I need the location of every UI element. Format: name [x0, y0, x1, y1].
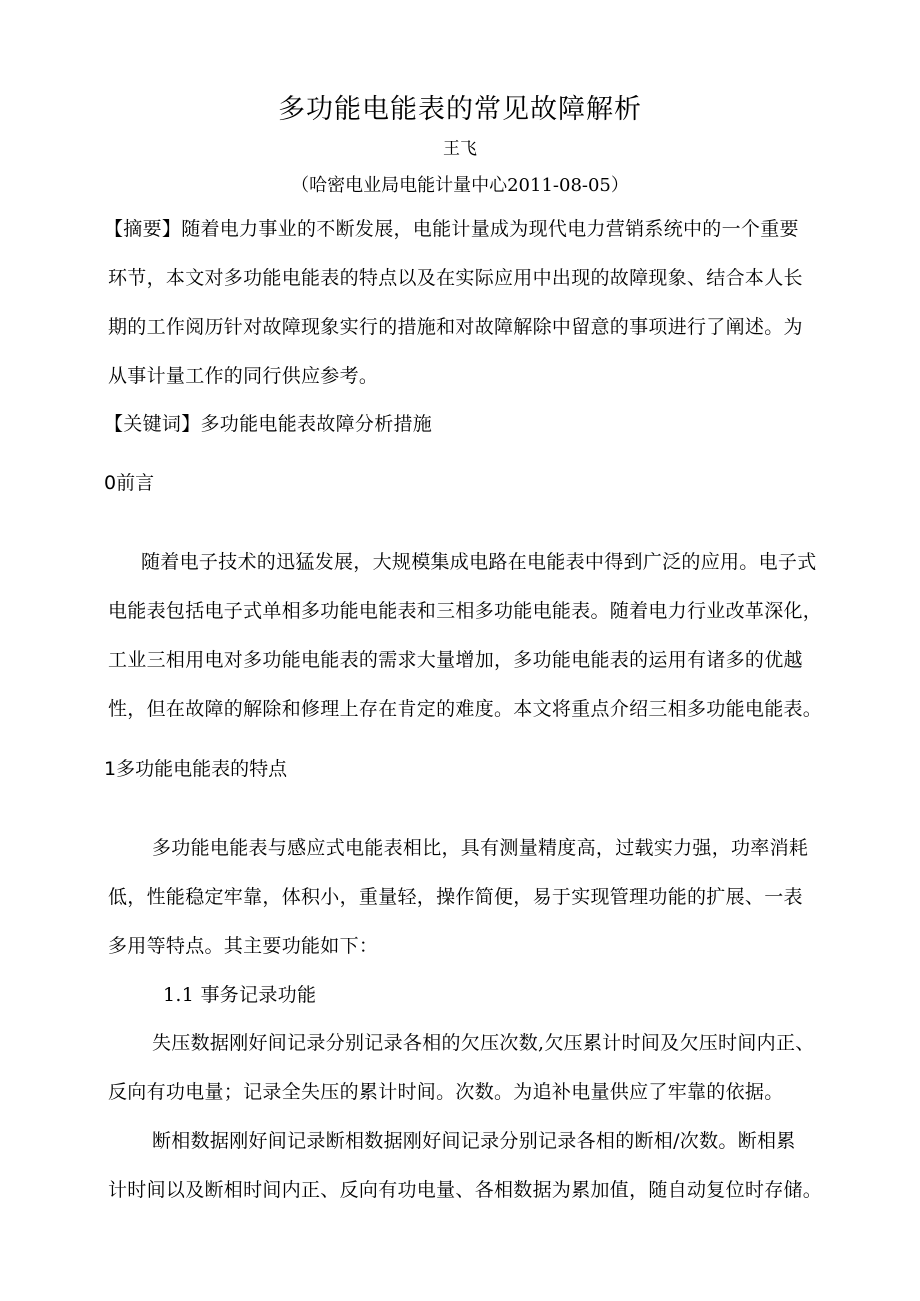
- paragraph-line: 多功能电能表与感应式电能表相比，具有测量精度高，过载实力强，功率消耗: [152, 837, 809, 859]
- keywords: 【关键词】多功能电能表故障分析措施: [104, 413, 433, 435]
- paragraph-line: 反向有功电量；记录全失压的累计时间。次数。为追补电量供应了牢靠的依据。: [108, 1081, 784, 1103]
- paragraph-line: 电能表包括电子式单相多功能电能表和三相多功能电能表。随着电力行业改革深化，: [108, 600, 823, 622]
- paragraph-line: 失压数据刚好间记录分别记录各相的欠压次数,欠压累计时间及欠压时间内正、: [152, 1032, 815, 1054]
- subsection-heading: 1.1 事务记录功能: [163, 984, 317, 1006]
- section-heading-preface: 0前言: [104, 472, 155, 494]
- author-name: 王飞: [443, 139, 477, 159]
- abstract-line: 【摘要】随着电力事业的不断发展，电能计量成为现代电力营销系统中的一个重要: [104, 218, 799, 240]
- paragraph-line: 多用等特点。其主要功能如下：: [108, 935, 379, 957]
- paragraph-line: 低，性能稳定牢靠，体积小，重量轻，操作简便，易于实现管理功能的扩展、一表: [108, 886, 803, 908]
- abstract-line: 从事计量工作的同行供应参考。: [108, 365, 379, 387]
- paragraph-line: 计时间以及断相时间内正、反向有功电量、各相数据为累加值，随自动复位时存储。: [108, 1179, 823, 1201]
- section-heading-features: 1多功能电能表的特点: [104, 758, 288, 780]
- abstract-line: 环节，本文对多功能电能表的特点以及在实际应用中出现的故障现象、结合本人长: [108, 267, 803, 289]
- paragraph-line: 工业三相用电对多功能电能表的需求大量增加，多功能电能表的运用有诸多的优越: [108, 649, 803, 671]
- abstract-line: 期的工作阅历针对故障现象实行的措施和对故障解除中留意的事项进行了阐述。为: [108, 316, 803, 338]
- author-affiliation: （哈密电业局电能计量中心2011-08-05）: [291, 175, 629, 196]
- paragraph-line: 断相数据刚好间记录断相数据刚好间记录分别记录各相的断相/次数。断相累: [152, 1130, 796, 1152]
- paragraph-line: 性，但在故障的解除和修理上存在肯定的难度。本文将重点介绍三相多功能电能表。: [108, 698, 823, 720]
- paragraph-line: 随着电子技术的迅猛发展，大规模集成电路在电能表中得到广泛的应用。电子式: [141, 551, 817, 573]
- document-title: 多功能电能表的常见故障解析: [278, 94, 642, 125]
